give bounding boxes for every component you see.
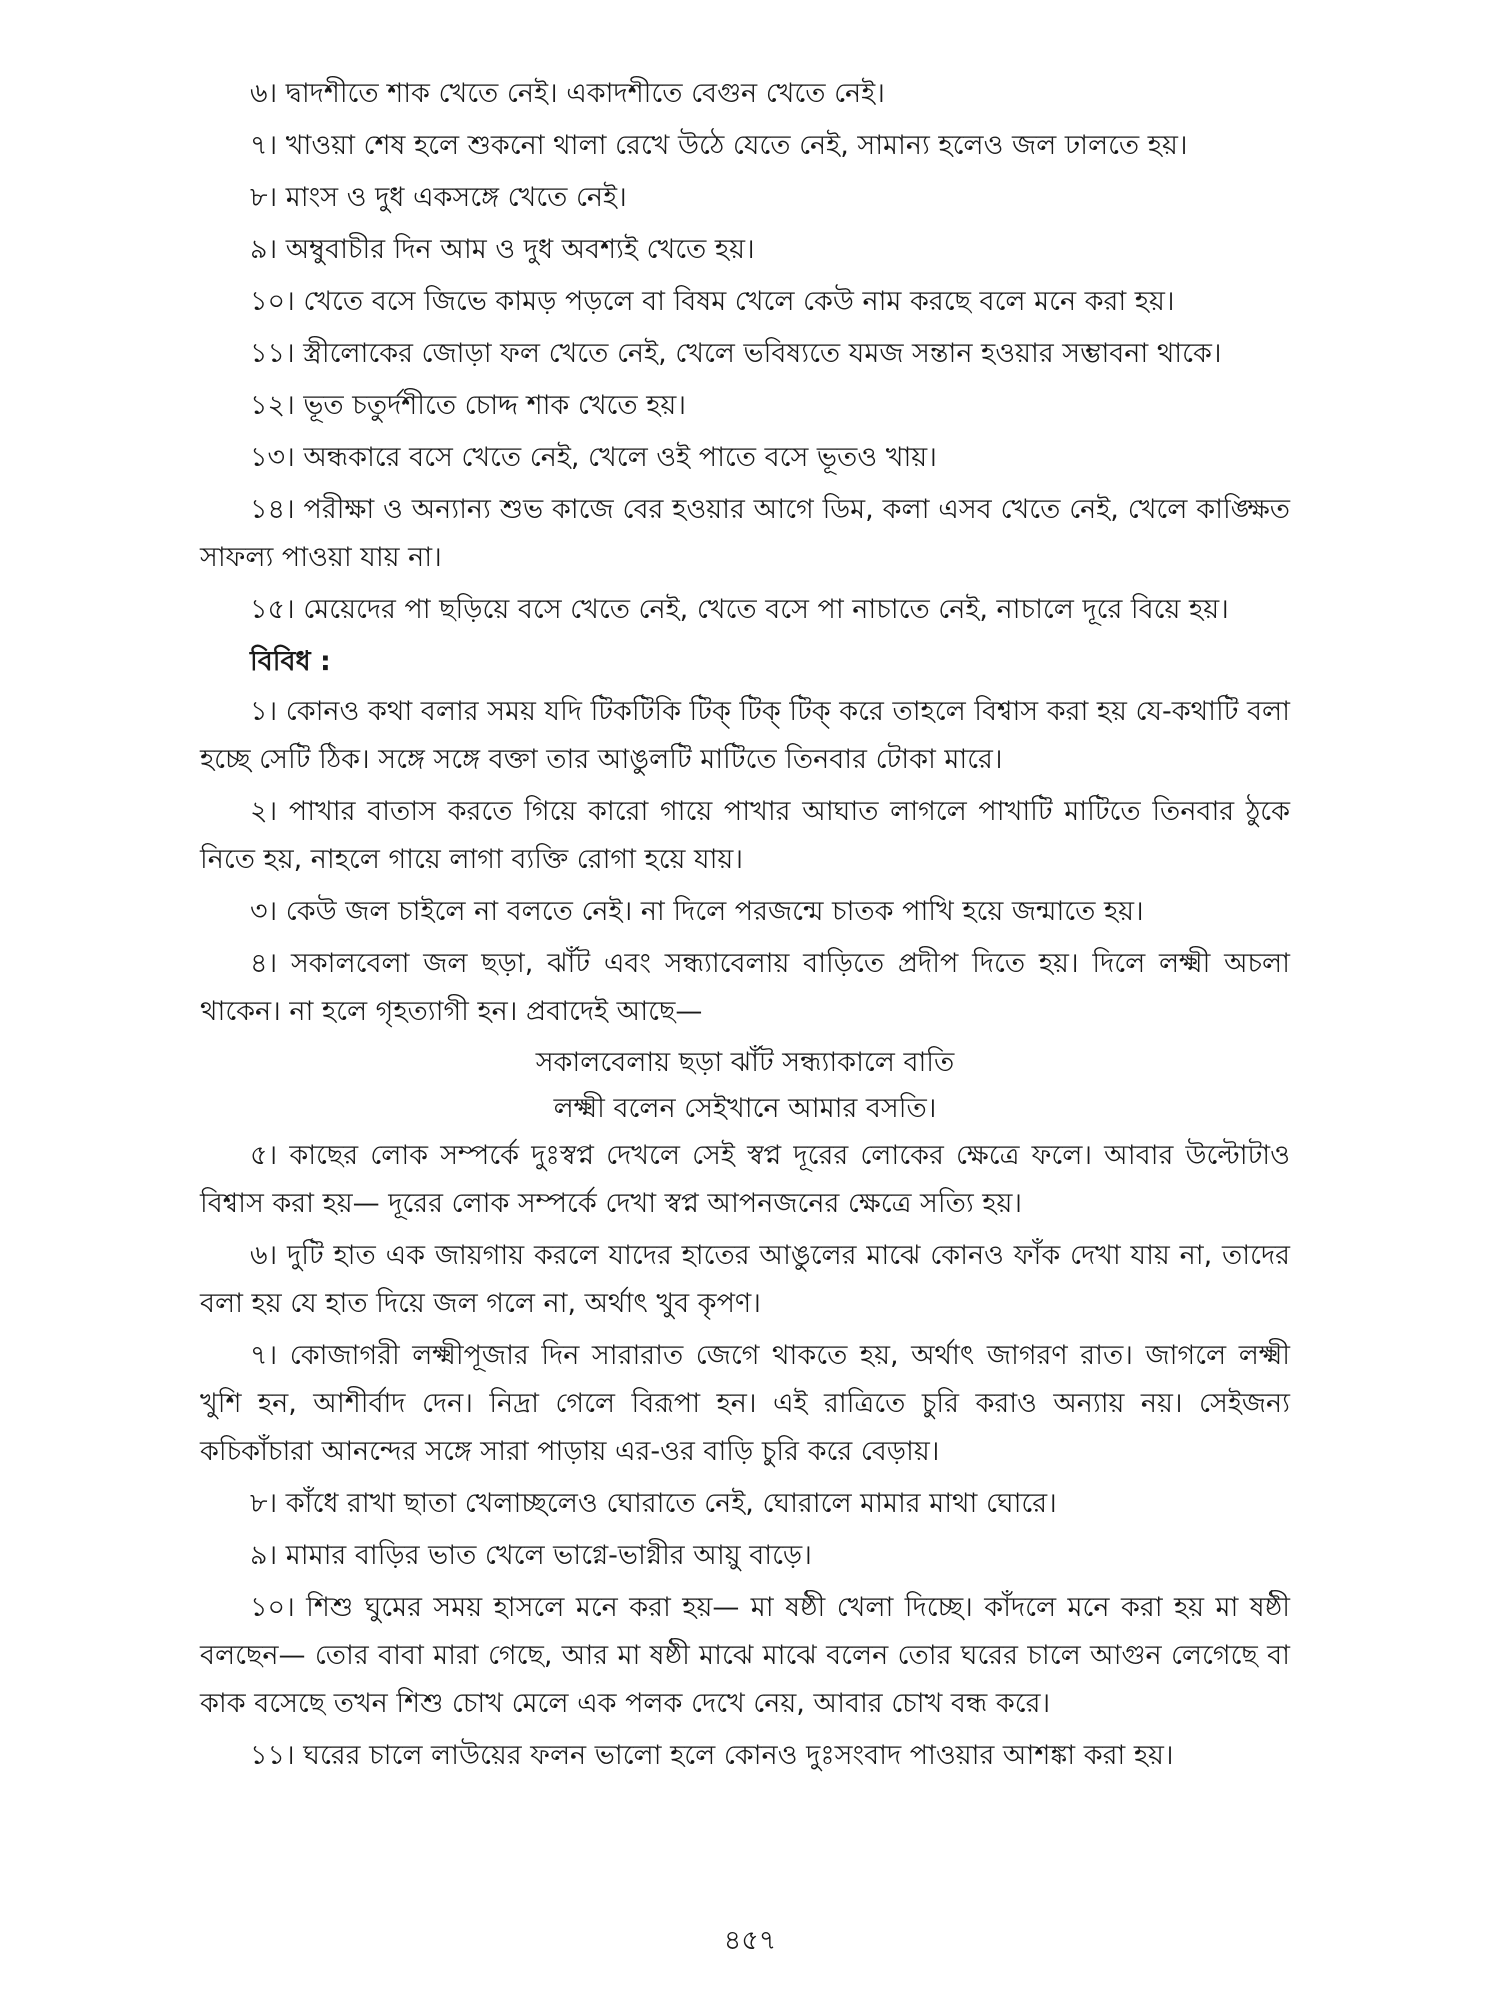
food-rule-10: ১০। খেতে বসে জিভে কামড় পড়লে বা বিষম খেলে কেউ নাম করছে বলে মনে করা হয়। [250, 286, 1175, 317]
misc-rule-5: ৫। কাছের লোক সম্পর্কে দুঃস্বপ্ন দেখলে সেই স্বপ্ন দূরের লোকের ক্ষেত্রে ফলে। আবার উল্টোটাও বিশ্বাস করা হয়— দূরের লোক সম্পর্কে দেখা স্বপ্ন আপনজনের ক্ষেত্রে সত্যি হয়। [200, 1140, 1290, 1219]
food-rule-15: ১৫। মেয়েদের পা ছড়িয়ে বসে খেতে নেই, খেতে বসে পা নাচাতে নেই, নাচালে দূরে বিয়ে হয়। [250, 594, 1229, 625]
proverb-line-2: লক্ষ্মী বলেন সেইখানে আমার বসতি। [553, 1093, 937, 1124]
misc-rule-8: ৮। কাঁধে রাখা ছাতা খেলাচ্ছলেও ঘোরাতে নেই, ঘোরালে মামার মাথা ঘোরে। [250, 1488, 1057, 1519]
food-rule-8: ৮। মাংস ও দুধ একসঙ্গে খেতে নেই। [250, 182, 627, 213]
proverb-line-1: সকালবেলায় ছড়া ঝাঁট সন্ধ্যাকালে বাতি [535, 1047, 955, 1078]
misc-heading: বিবিধ : [250, 646, 331, 677]
food-rule-11: ১১। স্ত্রীলোকের জোড়া ফল খেতে নেই, খেলে ভবিষ্যতে যমজ সন্তান হওয়ার সম্ভাবনা থাকে। [250, 338, 1222, 369]
misc-rule-6: ৬। দুটি হাত এক জায়গায় করলে যাদের হাতের আঙুলের মাঝে কোনও ফাঁক দেখা যায় না, তাদের বলা হয় যে হাত দিয়ে জল গলে না, অর্থাৎ খুব কৃপণ। [200, 1240, 1290, 1319]
misc-rule-11: ১১। ঘরের চালে লাউয়ের ফলন ভালো হলে কোনও দুঃসংবাদ পাওয়ার আশঙ্কা করা হয়। [250, 1740, 1174, 1771]
misc-rule-3: ৩। কেউ জল চাইলে না বলতে নেই। না দিলে পরজন্মে চাতক পাখি হয়ে জন্মাতে হয়। [250, 896, 1144, 927]
misc-rule-9: ৯। মামার বাড়ির ভাত খেলে ভাগ্নে-ভাগ্নীর আয়ু বাড়ে। [250, 1540, 812, 1571]
food-rule-6: ৬। দ্বাদশীতে শাক খেতে নেই। একাদশীতে বেগুন খেতে নেই। [250, 78, 885, 109]
food-rule-13: ১৩। অন্ধকারে বসে খেতে নেই, খেলে ওই পাতে বসে ভূতও খায়। [250, 442, 937, 473]
food-rule-12: ১২। ভূত চতুর্দশীতে চোদ্দ শাক খেতে হয়। [250, 390, 686, 421]
misc-rule-1: ১। কোনও কথা বলার সময় যদি টিকটিকি টিক্ টিক্ টিক্ করে তাহলে বিশ্বাস করা হয় যে-কথাটি বলা হচ্ছে সেটি ঠিক। সঙ্গে সঙ্গে বক্তা তার আঙুলটি মাটিতে তিনবার টোকা মারে। [200, 696, 1290, 775]
page-number: ৪৫৭ [723, 1925, 777, 1956]
food-rule-7: ৭। খাওয়া শেষ হলে শুকনো থালা রেখে উঠে যেতে নেই, সামান্য হলেও জল ঢালতে হয়। [250, 130, 1188, 161]
misc-rule-7: ৭। কোজাগরী লক্ষ্মীপূজার দিন সারারাত জেগে থাকতে হয়, অর্থাৎ জাগরণ রাত। জাগলে লক্ষ্মী খুশি হন, আশীর্বাদ দেন। নিদ্রা গেলে বিরূপা হন। এই রাত্রিতে চুরি করাও অন্যায় নয়। সেইজন্য কচিকাঁচারা আনন্দের সঙ্গে সারা পাড়ায় এর-ওর বাড়ি চুরি করে বেড়ায়। [200, 1340, 1290, 1467]
misc-rule-10: ১০। শিশু ঘুমের সময় হাসলে মনে করা হয়— মা ষষ্ঠী খেলা দিচ্ছে। কাঁদলে মনে করা হয় মা ষষ্ঠী বলছেন— তোর বাবা মারা গেছে, আর মা ষষ্ঠী মাঝে মাঝে বলেন তোর ঘরের চালে আগুন লেগেছে বা কাক বসেছে তখন শিশু চোখ মেলে এক পলক দেখে নেয়, আবার চোখ বন্ধ করে। [200, 1592, 1290, 1719]
misc-rule-2: ২। পাখার বাতাস করতে গিয়ে কারো গায়ে পাখার আঘাত লাগলে পাখাটি মাটিতে তিনবার ঠুকে নিতে হয়, নাহলে গায়ে লাগা ব্যক্তি রোগা হয়ে যায়। [200, 796, 1290, 875]
food-rule-14: ১৪। পরীক্ষা ও অন্যান্য শুভ কাজে বের হওয়ার আগে ডিম, কলা এসব খেতে নেই, খেলে কাঙ্ক্ষিত সাফল্য পাওয়া যায় না। [200, 494, 1290, 573]
misc-rule-4: ৪। সকালবেলা জল ছড়া, ঝাঁট এবং সন্ধ্যাবেলায় বাড়িতে প্রদীপ দিতে হয়। দিলে লক্ষ্মী অচলা থাকেন। না হলে গৃহত্যাগী হন। প্রবাদেই আছে— [200, 948, 1290, 1027]
page-body [200, 70, 1290, 1784]
food-rule-9: ৯। অম্বুবাচীর দিন আম ও দুধ অবশ্যই খেতে হয়। [250, 234, 755, 265]
